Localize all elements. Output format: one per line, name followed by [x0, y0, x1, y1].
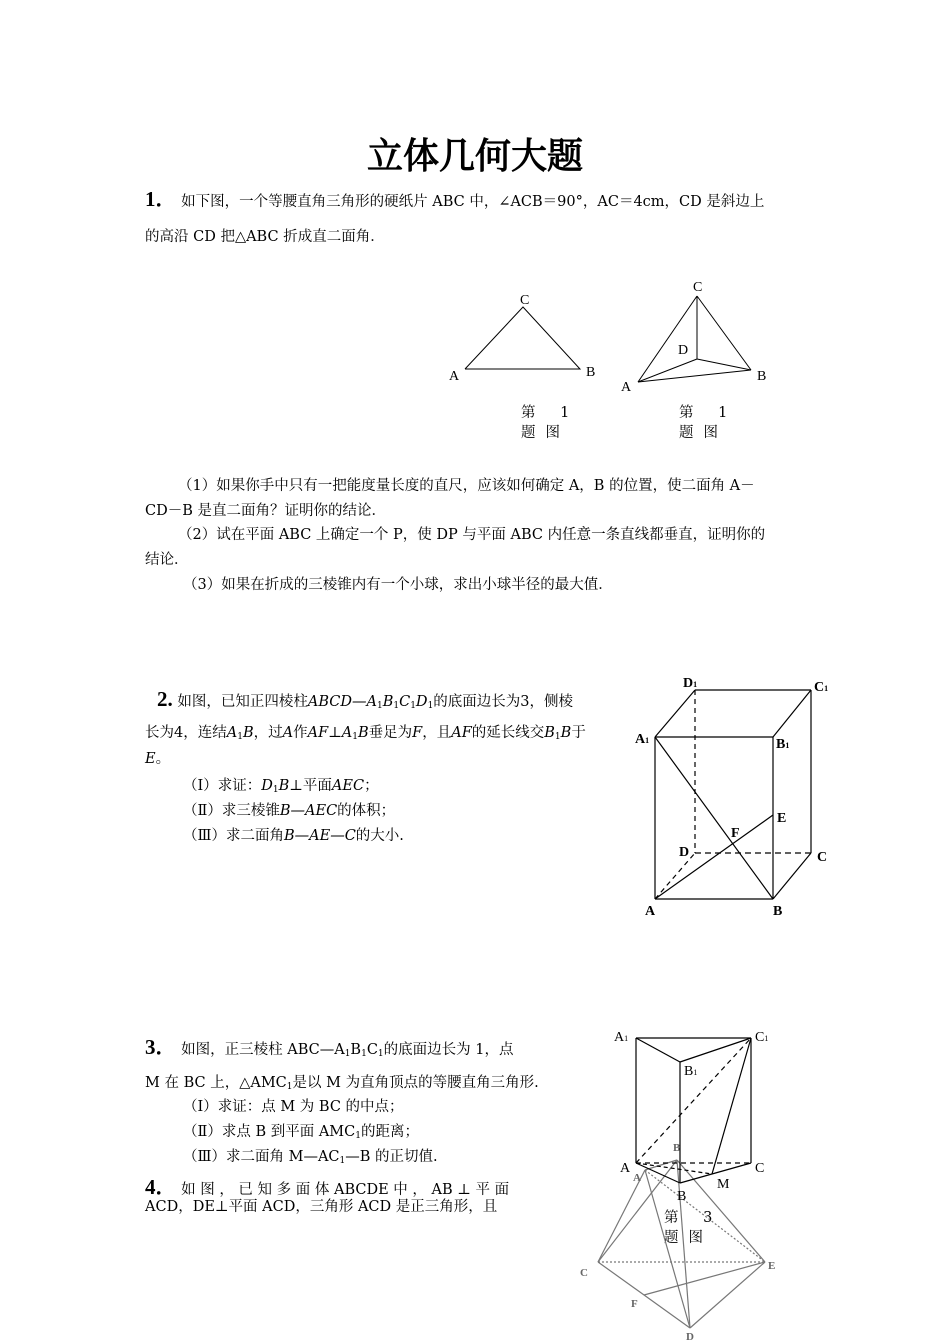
p3-label-a: A — [620, 1161, 631, 1176]
sub: 1 — [427, 701, 434, 711]
sub: 1 — [377, 1049, 384, 1059]
problem-4-number: 4． — [145, 1175, 177, 1199]
fig-label-a: A — [645, 904, 656, 919]
p2-var: E — [145, 751, 156, 767]
problem-2-line-2 — [145, 720, 586, 750]
p2-var: AEC — [331, 778, 365, 794]
p2-text: （Ⅰ）求证： — [183, 778, 262, 794]
problem-3-number: 3． — [145, 1035, 177, 1059]
p2-var: AF — [451, 725, 472, 741]
problem-1-q3: （3）如果在折成的三棱锥内有一个小球，求出小球半径的最大值． — [183, 577, 613, 593]
p2-var: C — [399, 694, 411, 710]
p2-var: B—AE—C — [283, 828, 356, 844]
segment-ae — [655, 815, 773, 899]
sub: 1 — [355, 1131, 361, 1141]
fig-label-e: E — [777, 811, 787, 826]
p3-text: —B 的正切值. — [345, 1149, 438, 1165]
p4-label-e: E — [768, 1260, 776, 1272]
fig-label-d: D — [679, 845, 690, 860]
problem-3-q3 — [183, 1144, 438, 1174]
edge-ab — [638, 370, 751, 382]
sub: 1 — [376, 701, 383, 711]
problem-1-intro-text-2: 的高沿 CD 把△ABC 折成直二面角． — [145, 229, 385, 245]
p3-text: （Ⅱ）求点 B 到平面 AMC — [183, 1124, 356, 1140]
p3-edge-a1b1 — [636, 1038, 680, 1062]
problem-3-fig-caption: 第 3 题图 — [664, 1210, 723, 1246]
p4-edge-bd — [677, 1160, 690, 1328]
p2-var: A — [341, 725, 353, 741]
problem-2-number: 2. — [157, 687, 173, 711]
p3-label-a1: A1 — [614, 1030, 629, 1045]
p4-edge-ae-hidden — [645, 1170, 765, 1262]
p2-text: ； — [364, 778, 379, 794]
p2-var: B — [242, 725, 254, 741]
p2-text: 的底面边长为3，侧棱 — [433, 694, 574, 710]
problem-3-q1: （I）求证：点 M 为 BC 的中点； — [183, 1099, 404, 1115]
sub: 1 — [554, 732, 561, 742]
sub: 1 — [410, 701, 416, 711]
problem-3-4-figures — [560, 1020, 820, 1344]
p2-var: D — [415, 694, 428, 710]
fig-label-f: F — [731, 826, 740, 841]
p3-text: （Ⅲ）求二面角 M—AC — [183, 1149, 340, 1165]
page-title: 立体几何大题 — [366, 136, 583, 177]
sub: 1 — [352, 732, 358, 742]
fig-label-b: B — [773, 904, 783, 919]
p2-var: B — [278, 778, 290, 794]
p3-text: M 在 BC 上，△AMC — [145, 1075, 287, 1091]
p3-text: B — [350, 1042, 362, 1058]
sub: 1 — [393, 701, 400, 711]
problem-1-intro-line-1 — [145, 186, 764, 215]
problem-1-q1-line-2: CD－B 是直二面角？证明你的结论． — [145, 503, 386, 519]
p2-var: B—AEC — [279, 803, 338, 819]
problem-1-number: 1． — [145, 187, 177, 211]
p2-text: ⊥平面 — [289, 778, 332, 794]
p2-text: （Ⅲ）求二面角 — [183, 828, 284, 844]
problem-4-line-2: ACD，DE⊥平面 ACD，三角形 ACD 是正三角形，且 — [145, 1199, 498, 1215]
p2-text: 长为4，连结 — [145, 725, 227, 741]
edge-b1c1 — [773, 690, 811, 737]
sub: 1 — [361, 1049, 367, 1059]
problem-1-q2-line-2: 结论． — [145, 552, 189, 568]
edge-ca — [638, 296, 697, 382]
sub: 1 — [286, 1082, 293, 1092]
p2-text: 的体积； — [337, 803, 396, 819]
problem-1-q1-line-1: （1）如果你手中只有一把能度量长度的直尺，应该如何确定 A，B 的位置，使二面角 A－ — [178, 478, 755, 494]
p3-label-b1: B1 — [684, 1064, 698, 1079]
problem-1-q2-line-1: （2）试在平面 ABC 上确定一个 P，使 DP 与平面 ABC 内任意一条直线都垂直，证明你的 — [178, 527, 766, 543]
p3-segment-mc1 — [712, 1038, 751, 1174]
p2-text: ⊥ — [328, 725, 342, 741]
p3-text: C — [366, 1042, 378, 1058]
problem-4-polyhedron — [598, 1160, 765, 1328]
p3-text: 的底面边长为 1，点 — [383, 1042, 514, 1058]
fig-label-a1: A1 — [635, 732, 650, 747]
p2-var: D — [261, 778, 273, 794]
p3-label-c1: C1 — [755, 1030, 769, 1045]
p2-text: （Ⅱ）求三棱锥 — [183, 803, 280, 819]
problem-1-triangle-figure — [440, 285, 610, 390]
p2-var: AF — [307, 725, 329, 741]
sub: 1 — [237, 732, 243, 742]
fig-label-d1: D1 — [683, 676, 698, 691]
p2-text: ，过 — [253, 725, 283, 741]
fig1-label-b: B — [586, 365, 596, 380]
p4-label-b: B — [673, 1142, 681, 1154]
p2-text: 。 — [155, 751, 171, 767]
p2-var: B — [358, 725, 369, 741]
fig2-label-c: C — [693, 280, 703, 295]
p2-prism-name: ABCD—A — [307, 694, 377, 710]
sub: 1 — [344, 1049, 351, 1059]
p4-edge-be — [677, 1160, 765, 1262]
problem-3-prism — [636, 1038, 751, 1183]
fig2-label-b: B — [757, 369, 767, 384]
problem-2-line-1 — [157, 686, 573, 719]
problem-1-tetrahedron-figure — [612, 275, 782, 400]
p3-text: 的距离； — [361, 1124, 419, 1140]
fig1-label-c: C — [520, 293, 530, 308]
segment-a1b — [655, 737, 773, 899]
p3-label-c: C — [755, 1161, 765, 1176]
problem-1-intro-text-1: 如下图，一个等腰直角三角形的硬纸片 ABC 中，∠ACB＝90°，AC＝4cm，CD 是斜边上 — [181, 194, 765, 210]
edge-a1d1 — [655, 690, 695, 737]
p3-text: 是以 M 为直角顶点的等腰直角三角形. — [292, 1075, 539, 1091]
p2-text: 的延长线交 — [471, 725, 545, 741]
fig2-label-d: D — [678, 343, 689, 358]
fig1-label-a: A — [449, 369, 460, 384]
problem-2-q3 — [183, 823, 404, 849]
p3-label-m: M — [717, 1177, 730, 1192]
p3-edge-bc — [680, 1163, 751, 1183]
problem-2-line-3 — [145, 746, 170, 772]
fig-label-b1: B1 — [776, 737, 790, 752]
p2-var: B — [544, 725, 555, 741]
fig1-caption: 第 1 题图 — [521, 405, 580, 441]
edge-bc — [773, 853, 811, 899]
p2-text: 垂足为 — [368, 725, 413, 741]
p2-var: B — [382, 694, 394, 710]
p2-var: A — [282, 725, 294, 741]
fig-label-c1: C1 — [814, 680, 829, 695]
p2-text: 如图，已知正四棱柱 — [177, 694, 308, 710]
fig2-caption: 第 1 题图 — [679, 405, 738, 441]
p4-label-f: F — [631, 1298, 638, 1310]
p2-var: B — [560, 725, 572, 741]
fig2-label-a: A — [621, 380, 632, 395]
p3-text: 如图，正三棱柱 ABC—A — [181, 1042, 345, 1058]
edge-cb — [697, 296, 751, 370]
p4-label-d: D — [686, 1331, 694, 1343]
p3-segment-ac1-hidden — [636, 1038, 751, 1163]
p2-text: 的大小. — [355, 828, 404, 844]
sub: 1 — [272, 785, 279, 795]
p2-var: F — [412, 725, 423, 741]
sub: 1 — [339, 1156, 346, 1166]
p2-text: 于 — [571, 725, 586, 741]
edge-db — [697, 359, 751, 370]
problem-3-line-1 — [145, 1034, 514, 1067]
p3-label-b: B — [677, 1189, 687, 1204]
triangle-abc-outline — [465, 307, 580, 369]
problem-2-q2 — [183, 798, 395, 824]
p2-var: A — [226, 725, 238, 741]
fig-label-c: C — [817, 850, 828, 865]
problem-2-prism-figure — [625, 670, 840, 925]
p4-label-c: C — [580, 1267, 588, 1279]
p4-label-a: A — [633, 1172, 641, 1184]
p2-text: 作 — [293, 725, 308, 741]
p2-text: ，且 — [422, 725, 452, 741]
p4-text: 如 图 ， 已 知 多 面 体 ABCDE 中 ， AB ⊥ 平 面 — [181, 1182, 510, 1198]
